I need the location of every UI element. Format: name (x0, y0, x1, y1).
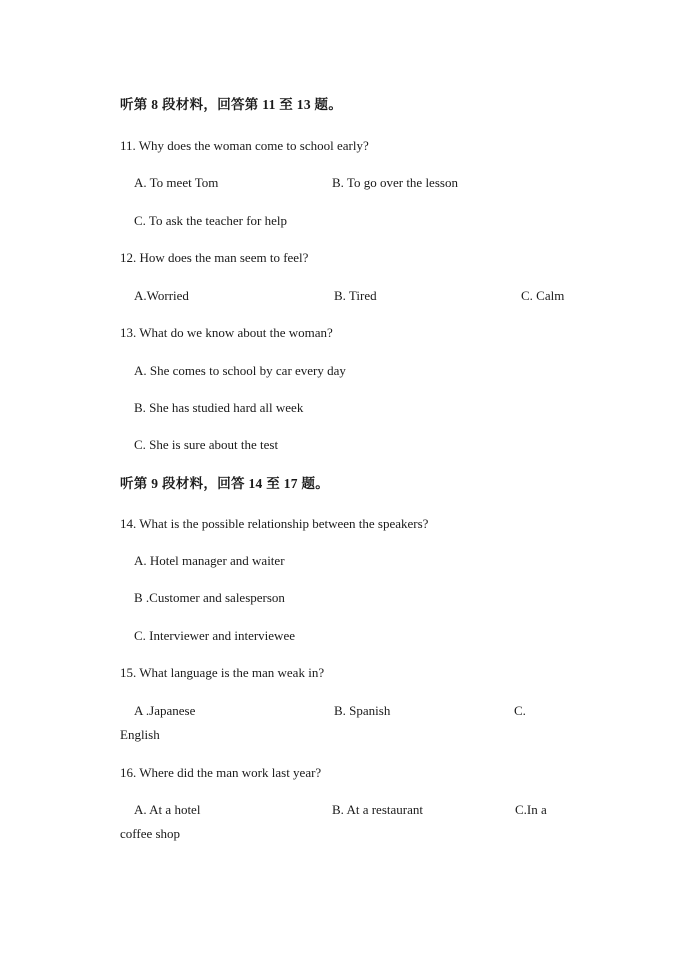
q13-option-b: B. She has studied hard all week (134, 400, 304, 415)
q11-option-a: A. To meet Tom (134, 175, 219, 190)
q14-option-b: B .Customer and salesperson (134, 590, 285, 605)
q13-option-a: A. She comes to school by car every day (134, 363, 346, 378)
question-11: 11. Why does the woman come to school early? (120, 138, 369, 153)
q15-option-c-continued: English (120, 727, 160, 742)
q11-option-b: B. To go over the lesson (332, 175, 458, 190)
question-12: 12. How does the man seem to feel? (120, 250, 309, 265)
q15-option-c: C. (514, 703, 526, 718)
q14-option-a: A. Hotel manager and waiter (134, 553, 285, 568)
question-13: 13. What do we know about the woman? (120, 325, 333, 340)
q11-option-c: C. To ask the teacher for help (134, 213, 287, 228)
section-9-heading: 听第 9 段材料，回答 14 至 17 题。 (120, 476, 330, 491)
q12-option-c: C. Calm (521, 288, 565, 303)
q16-option-c: C.In a (515, 802, 547, 817)
question-16: 16. Where did the man work last year? (120, 765, 322, 780)
q16-option-c-continued: coffee shop (120, 826, 181, 841)
q15-option-b: B. Spanish (334, 703, 391, 718)
q16-option-a: A. At a hotel (134, 802, 201, 817)
q12-option-a: A.Worried (134, 288, 189, 303)
question-14: 14. What is the possible relationship between the speakers? (120, 516, 429, 531)
section-8-heading: 听第 8 段材料，回答第 11 至 13 题。 (120, 97, 343, 112)
q12-option-b: B. Tired (334, 288, 377, 303)
q16-option-b: B. At a restaurant (332, 802, 423, 817)
q15-option-a: A .Japanese (134, 703, 196, 718)
q14-option-c: C. Interviewer and interviewee (134, 628, 295, 643)
question-15: 15. What language is the man weak in? (120, 665, 325, 680)
q13-option-c: C. She is sure about the test (134, 437, 279, 452)
